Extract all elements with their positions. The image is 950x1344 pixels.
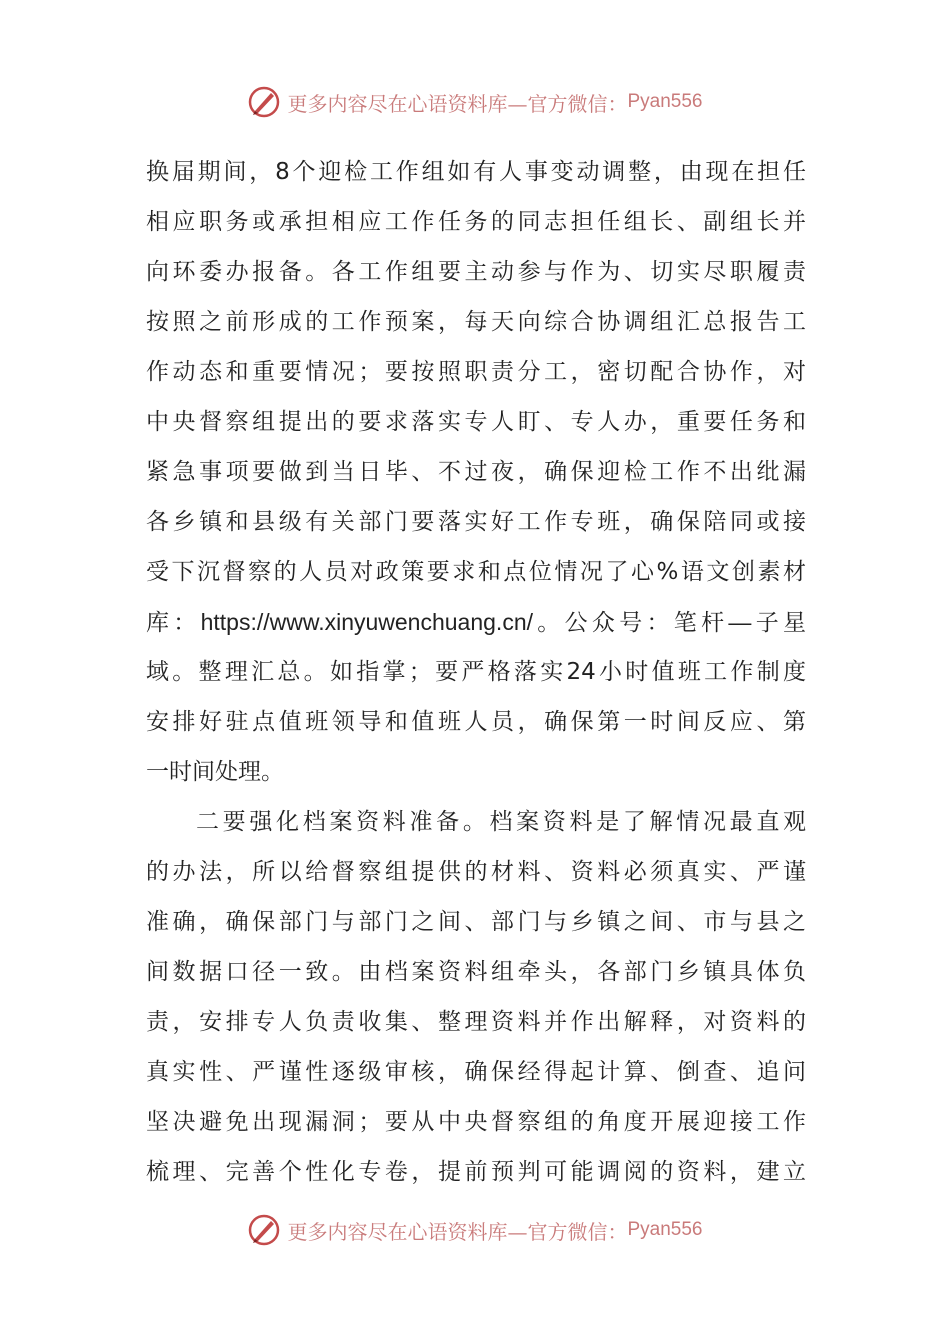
text-line-url: 库：https://www.xinyuwenchuang.cn/。公众号：笔杆—子星 <box>146 609 806 635</box>
banner-wechat-id: Pyan556 <box>627 91 703 112</box>
text-line: 责，安排专人负责收集、整理资料并作出解释，对资料的 <box>146 1009 806 1035</box>
text-line: 梳理、完善个性化专卷，提前预判可能调阅的资料，建立 <box>146 1159 806 1185</box>
text-line: 各乡镇和县级有关部门要落实好工作专班，确保陪同或接 <box>146 509 806 535</box>
banner-text: 更多内容尽在心语资料库—官方微信： <box>287 91 628 116</box>
text-line: 真实性、严谨性逐级审核，确保经得起计算、倒查、追问 <box>146 1059 806 1085</box>
pen-logo-icon <box>247 1213 281 1247</box>
text-line: 作动态和重要情况；要按照职责分工，密切配合协作，对 <box>146 359 806 385</box>
text-line: 紧急事项要做到当日毕、不过夜，确保迎检工作不出纰漏 <box>146 459 806 485</box>
header-banner <box>0 84 950 120</box>
text-line: 相应职务或承担相应工作任务的同志担任组长、副组长并 <box>146 209 806 235</box>
text-line: 中央督察组提出的要求落实专人盯、专人办，重要任务和 <box>146 409 806 435</box>
text-line: 准确，确保部门与部门之间、部门与乡镇之间、市与县之 <box>146 909 806 935</box>
text-line: 一时间处理。 <box>146 759 284 785</box>
text-line: 的办法，所以给督察组提供的材料、资料必须真实、严谨 <box>146 859 806 885</box>
text-line: 域。整理汇总。如指掌；要严格落实24小时值班工作制度 <box>146 659 806 685</box>
banner-wechat-id: Pyan556 <box>627 1219 703 1240</box>
paragraph-start-line: 二要强化档案资料准备。档案资料是了解情况最直观 <box>196 809 806 835</box>
text-line: 向环委办报备。各工作组要主动参与作为、切实尽职履责 <box>146 259 806 285</box>
banner-text: 更多内容尽在心语资料库—官方微信： <box>287 1219 628 1244</box>
text-line: 换届期间，8个迎检工作组如有人事变动调整，由现在担任 <box>146 159 806 185</box>
document-body <box>146 147 806 1197</box>
text-line: 按照之前形成的工作预案，每天向综合协调组汇总报告工 <box>146 309 806 335</box>
text-line: 间数据口径一致。由档案资料组牵头，各部门乡镇具体负 <box>146 959 806 985</box>
text-line: 安排好驻点值班领导和值班人员，确保第一时间反应、第 <box>146 709 806 735</box>
text-line: 受下沉督察的人员对政策要求和点位情况了心%语文创素材 <box>146 559 806 585</box>
text-line: 坚决避免出现漏洞；要从中央督察组的角度开展迎接工作 <box>146 1109 806 1135</box>
footer-banner <box>0 1212 950 1248</box>
pen-logo-icon <box>247 85 281 119</box>
